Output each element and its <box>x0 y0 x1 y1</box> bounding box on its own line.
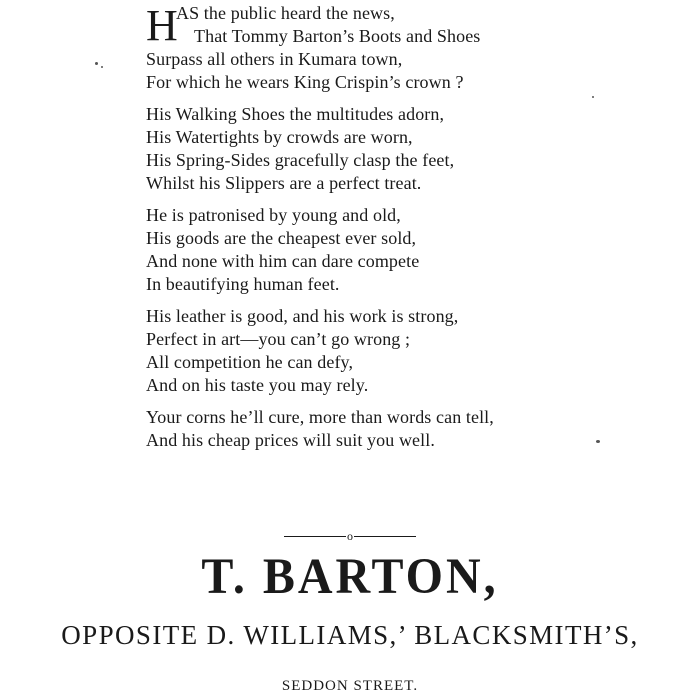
divider-rule-right <box>354 536 416 537</box>
print-speck <box>101 66 103 68</box>
print-speck <box>592 96 594 98</box>
poem-line: His goods are the cheapest ever sold, <box>146 228 417 248</box>
poem-line: Your corns he’ll cure, more than words can tell, <box>146 407 494 427</box>
poem-line: His leather is good, and his work is strong, <box>146 306 459 326</box>
poem-line: For which he wears King Crispin’s crown ? <box>146 72 464 92</box>
poem-line: And his cheap prices will suit you well. <box>146 430 435 450</box>
poem-line: His Walking Shoes the multitudes adorn, <box>146 104 445 124</box>
advertiser-address: OPPOSITE D. WILLIAMS,’ BLACKSMITH’S, <box>61 620 639 650</box>
stanza-4 <box>146 305 686 397</box>
print-speck <box>596 440 600 443</box>
stanza-2 <box>146 103 686 195</box>
poem-line: He is patronised by young and old, <box>146 205 401 225</box>
poem-line: All competition he can defy, <box>146 352 354 372</box>
poem <box>146 2 686 461</box>
stanza-3 <box>146 204 686 296</box>
poem-line: In beautifying human feet. <box>146 274 340 294</box>
advertiser-street: SEDDON STREET. <box>281 678 419 694</box>
poem-line-text: AS the public heard the news, <box>176 3 395 23</box>
poem-line: And none with him can dare compete <box>146 251 420 271</box>
divider-mark: o <box>347 529 353 543</box>
poem-line: Surpass all others in Kumara town, <box>146 49 403 69</box>
poem-line: Whilst his Slippers are a perfect treat. <box>146 173 422 193</box>
drop-cap: H <box>146 1 178 50</box>
poem-line: And on his taste you may rely. <box>146 375 369 395</box>
poem-line: That Tommy Barton’s Boots and Shoes <box>194 26 481 46</box>
advertiser-name: T. BARTON, <box>201 548 499 605</box>
divider-rule-left <box>284 536 346 537</box>
poem-line: His Spring-Sides gracefully clasp the feet, <box>146 150 455 170</box>
print-speck <box>95 62 98 65</box>
stanza-1 <box>146 2 686 94</box>
section-divider <box>284 527 416 545</box>
poem-line: His Watertights by crowds are worn, <box>146 127 413 147</box>
stanza-5 <box>146 406 686 452</box>
poem-line: Perfect in art—you can’t go wrong ; <box>146 329 411 349</box>
